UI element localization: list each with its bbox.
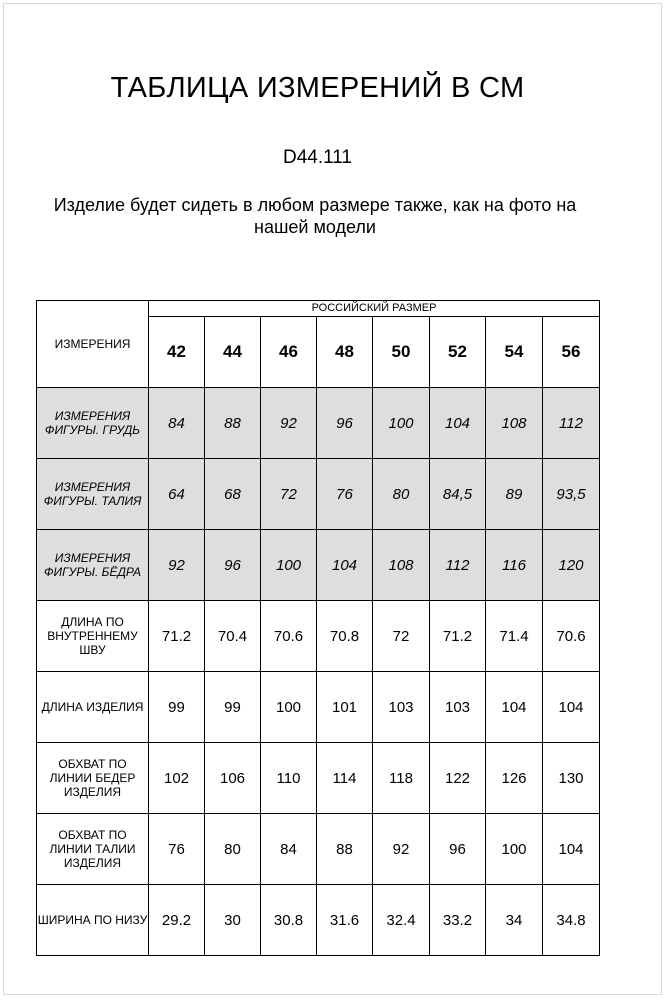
size-header-52: 52: [430, 317, 486, 388]
measurements-header: ИЗМЕРЕНИЯ: [37, 301, 149, 388]
table-cell: 30: [205, 885, 261, 956]
size-header-48: 48: [317, 317, 373, 388]
table-cell: 64: [149, 459, 205, 530]
table-cell: 103: [373, 672, 430, 743]
table-cell: 88: [317, 814, 373, 885]
size-header-44: 44: [205, 317, 261, 388]
table-cell: 99: [149, 672, 205, 743]
table-cell: 84: [149, 388, 205, 459]
table-cell: 126: [486, 743, 543, 814]
table-cell: 100: [373, 388, 430, 459]
table-cell: 84: [261, 814, 317, 885]
table-cell: 100: [261, 530, 317, 601]
table-cell: 100: [261, 672, 317, 743]
table-cell: 122: [430, 743, 486, 814]
table-cell: 104: [430, 388, 486, 459]
table-cell: 88: [205, 388, 261, 459]
table-row: [37, 530, 600, 601]
fit-note: Изделие будет сидеть в любом размере также, как на фото на нашей модели: [53, 195, 577, 237]
table-cell: 116: [486, 530, 543, 601]
table-cell: 92: [261, 388, 317, 459]
table-cell: 99: [205, 672, 261, 743]
row-label: ОБХВАТ ПО ЛИНИИ ТАЛИИ ИЗДЕЛИЯ: [37, 814, 149, 885]
table-cell: 104: [543, 814, 600, 885]
table-cell: 92: [373, 814, 430, 885]
table-cell: 104: [486, 672, 543, 743]
table-row: [37, 885, 600, 956]
table-cell: 70.6: [261, 601, 317, 672]
table-row: [37, 672, 600, 743]
table-cell: 29.2: [149, 885, 205, 956]
table-cell: 34: [486, 885, 543, 956]
table-cell: 108: [373, 530, 430, 601]
table-row: [37, 814, 600, 885]
table-cell: 103: [430, 672, 486, 743]
table-cell: 30.8: [261, 885, 317, 956]
group-header-row: [37, 301, 600, 317]
table-cell: 93,5: [543, 459, 600, 530]
table-cell: 89: [486, 459, 543, 530]
table-cell: 130: [543, 743, 600, 814]
table-cell: 31.6: [317, 885, 373, 956]
row-label: ШИРИНА ПО НИЗУ: [37, 885, 149, 956]
table-row: [37, 743, 600, 814]
row-label: ИЗМЕРЕНИЯ ФИГУРЫ. ТАЛИЯ: [37, 459, 149, 530]
table-cell: 70.6: [543, 601, 600, 672]
table-cell: 114: [317, 743, 373, 814]
table-cell: 71.2: [149, 601, 205, 672]
table-cell: 112: [543, 388, 600, 459]
table-cell: 96: [205, 530, 261, 601]
table-cell: 72: [261, 459, 317, 530]
table-cell: 71.4: [486, 601, 543, 672]
size-header-46: 46: [261, 317, 317, 388]
table-cell: 101: [317, 672, 373, 743]
table-cell: 96: [430, 814, 486, 885]
table-cell: 80: [205, 814, 261, 885]
table-cell: 102: [149, 743, 205, 814]
size-header-50: 50: [373, 317, 430, 388]
size-header-54: 54: [486, 317, 543, 388]
row-label: ОБХВАТ ПО ЛИНИИ БЕДЕР ИЗДЕЛИЯ: [37, 743, 149, 814]
table-cell: 118: [373, 743, 430, 814]
table-cell: 76: [149, 814, 205, 885]
table-cell: 104: [543, 672, 600, 743]
table-cell: 120: [543, 530, 600, 601]
size-table: [36, 300, 600, 956]
table-cell: 70.8: [317, 601, 373, 672]
table-row: [37, 601, 600, 672]
table-cell: 100: [486, 814, 543, 885]
table-cell: 68: [205, 459, 261, 530]
row-label: ИЗМЕРЕНИЯ ФИГУРЫ. ГРУДЬ: [37, 388, 149, 459]
table-body: [37, 388, 600, 956]
table-cell: 84,5: [430, 459, 486, 530]
russian-size-header: РОССИЙСКИЙ РАЗМЕР: [149, 301, 600, 317]
table-cell: 112: [430, 530, 486, 601]
table-cell: 71.2: [430, 601, 486, 672]
row-label: ДЛИНА ИЗДЕЛИЯ: [37, 672, 149, 743]
table-cell: 106: [205, 743, 261, 814]
table-cell: 72: [373, 601, 430, 672]
table-cell: 70.4: [205, 601, 261, 672]
row-label: ИЗМЕРЕНИЯ ФИГУРЫ. БЁДРА: [37, 530, 149, 601]
table-cell: 96: [317, 388, 373, 459]
table-row: [37, 459, 600, 530]
table-cell: 104: [317, 530, 373, 601]
row-label: ДЛИНА ПО ВНУТРЕННЕМУ ШВУ: [37, 601, 149, 672]
size-header-42: 42: [149, 317, 205, 388]
product-code: D44.111: [282, 147, 352, 168]
table-cell: 92: [149, 530, 205, 601]
size-header-56: 56: [543, 317, 600, 388]
table-cell: 32.4: [373, 885, 430, 956]
page-title: ТАБЛИЦА ИЗМЕРЕНИЙ В СМ: [110, 72, 525, 104]
table-cell: 34.8: [543, 885, 600, 956]
table-row: [37, 388, 600, 459]
table-cell: 108: [486, 388, 543, 459]
table-cell: 33.2: [430, 885, 486, 956]
table-cell: 110: [261, 743, 317, 814]
table-cell: 80: [373, 459, 430, 530]
table-cell: 76: [317, 459, 373, 530]
